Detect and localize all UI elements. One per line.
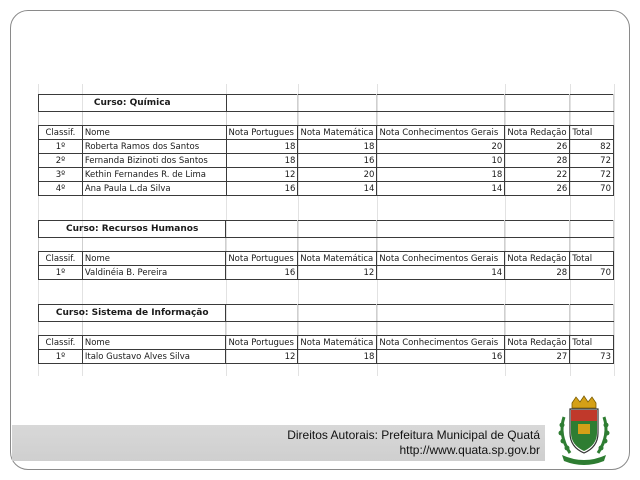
cell-portugues: 12 xyxy=(226,168,298,182)
header-redacao: Nota Redação xyxy=(505,336,570,350)
cell-nome: Kethin Fernandes R. de Lima xyxy=(82,168,226,182)
header-portugues: Nota Portugues xyxy=(226,252,298,266)
cell-gerais: 10 xyxy=(377,154,505,168)
header-matematica: Nota Matemática xyxy=(298,252,377,266)
cell-redacao: 22 xyxy=(505,168,570,182)
cell-classif: 2º xyxy=(39,154,83,168)
course-title: Curso: Recursos Humanos xyxy=(39,221,226,238)
cell-nome: Valdinéia B. Pereira xyxy=(82,266,225,280)
table-row xyxy=(39,266,614,280)
footer-credits xyxy=(287,428,540,458)
table-row xyxy=(39,182,614,196)
spreadsheet-area xyxy=(38,84,614,376)
cell-classif: 1º xyxy=(39,140,83,154)
cell-nome: Italo Gustavo Alves Silva xyxy=(82,350,226,364)
cell-classif: 1º xyxy=(39,266,83,280)
header-classif: Classif. xyxy=(39,126,83,140)
header-total: Total xyxy=(570,336,614,350)
cell-portugues: 16 xyxy=(226,182,298,196)
cell-portugues: 16 xyxy=(226,266,298,280)
table-header-row xyxy=(39,336,614,350)
cell-total: 72 xyxy=(570,168,614,182)
cell-gerais: 14 xyxy=(377,266,505,280)
table-row xyxy=(39,350,614,364)
header-total: Total xyxy=(570,126,614,140)
cell-redacao: 28 xyxy=(505,266,570,280)
header-nome: Nome xyxy=(82,336,226,350)
header-gerais: Nota Conhecimentos Gerais xyxy=(377,252,505,266)
table-row xyxy=(39,140,614,154)
cell-gerais: 16 xyxy=(377,350,505,364)
cell-portugues: 18 xyxy=(226,140,298,154)
site-url-link[interactable]: http://www.quata.sp.gov.br xyxy=(399,443,540,457)
table-header-row xyxy=(39,252,614,266)
header-portugues: Nota Portugues xyxy=(226,126,298,140)
cell-matematica: 16 xyxy=(298,154,377,168)
header-matematica: Nota Matemática xyxy=(298,336,377,350)
copyright-text: Direitos Autorais: Prefeitura Municipal de Quatá xyxy=(287,428,540,442)
header-total: Total xyxy=(570,252,614,266)
cell-nome: Roberta Ramos dos Santos xyxy=(82,140,226,154)
cell-redacao: 27 xyxy=(505,350,570,364)
cell-matematica: 18 xyxy=(298,140,377,154)
cell-total: 70 xyxy=(570,182,614,196)
grid-line xyxy=(614,84,615,376)
header-classif: Classif. xyxy=(39,336,83,350)
header-redacao: Nota Redação xyxy=(505,252,570,266)
header-redacao: Nota Redação xyxy=(505,126,570,140)
municipal-coat-of-arms-icon xyxy=(556,395,612,465)
course-title: Curso: Sistema de Informação xyxy=(39,305,226,322)
header-nome: Nome xyxy=(82,126,226,140)
header-portugues: Nota Portugues xyxy=(226,336,298,350)
cell-portugues: 18 xyxy=(226,154,298,168)
cell-matematica: 12 xyxy=(298,266,377,280)
course-title: Curso: Química xyxy=(39,95,227,112)
cell-gerais: 20 xyxy=(377,140,505,154)
cell-total: 72 xyxy=(570,154,614,168)
table-row xyxy=(39,168,614,182)
cell-total: 70 xyxy=(570,266,614,280)
cell-redacao: 26 xyxy=(505,182,570,196)
header-matematica: Nota Matemática xyxy=(298,126,377,140)
cell-matematica: 18 xyxy=(298,350,377,364)
header-gerais: Nota Conhecimentos Gerais xyxy=(377,336,505,350)
cell-redacao: 26 xyxy=(505,140,570,154)
cell-nome: Ana Paula L.da Silva xyxy=(82,182,226,196)
cell-redacao: 28 xyxy=(505,154,570,168)
header-gerais: Nota Conhecimentos Gerais xyxy=(377,126,505,140)
course-table-recursos-humanos xyxy=(38,220,614,280)
cell-classif: 1º xyxy=(39,350,83,364)
cell-classif: 4º xyxy=(39,182,83,196)
header-nome: Nome xyxy=(82,252,225,266)
cell-total: 82 xyxy=(570,140,614,154)
cell-matematica: 14 xyxy=(298,182,377,196)
cell-gerais: 14 xyxy=(377,182,505,196)
table-header-row xyxy=(39,126,614,140)
cell-matematica: 20 xyxy=(298,168,377,182)
cell-total: 73 xyxy=(570,350,614,364)
table-row xyxy=(39,154,614,168)
header-classif: Classif. xyxy=(39,252,83,266)
cell-nome: Fernanda Bizinoti dos Santos xyxy=(82,154,226,168)
cell-portugues: 12 xyxy=(226,350,298,364)
cell-classif: 3º xyxy=(39,168,83,182)
course-table-sistema-informacao xyxy=(38,304,614,364)
cell-gerais: 18 xyxy=(377,168,505,182)
course-table-quimica xyxy=(38,94,614,196)
